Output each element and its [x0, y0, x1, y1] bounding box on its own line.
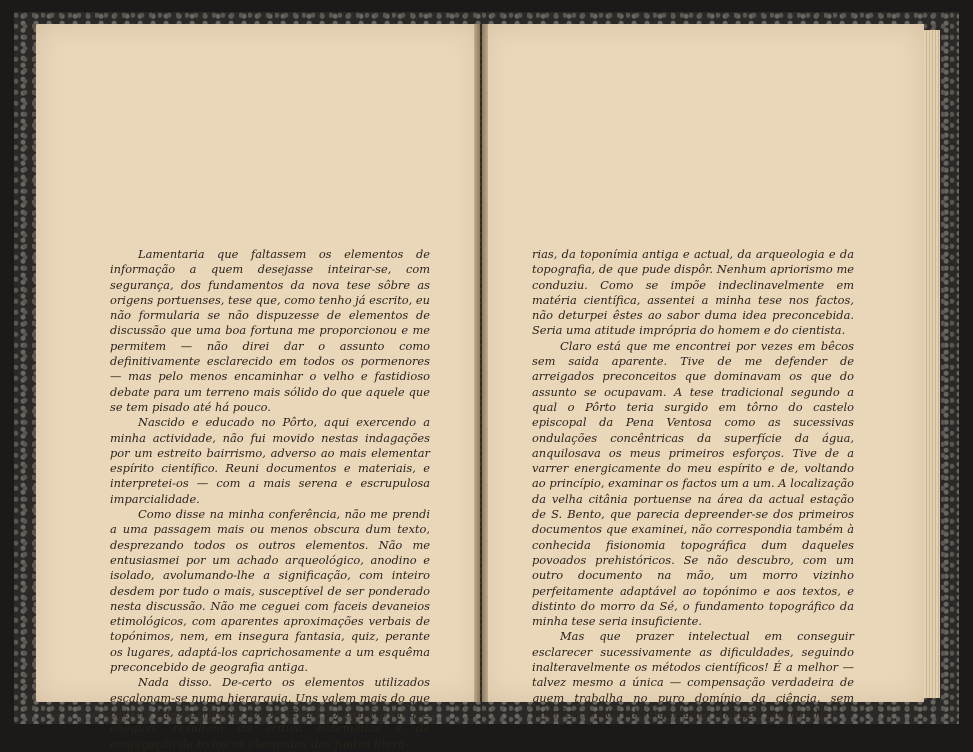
left-paragraph-1: Lamentaria que faltassem os elementos de informação a quem desejasse inteirar-se, com segurança, dos fundamentos da nova tese sôbre as origens portuenses, tese que, como tenho já escrito, eu não formularia se não dispuzesse de elementos de discussão que uma boa fortuna me proporcionou e me permitem — não direi dar o assunto como definitivamente esclarecido em todos os pormenores — mas pelo menos encaminhar o velho e fastidioso debate para um terreno mais sólido do que aquele que se tem pisado até há pouco. — [110, 247, 430, 414]
right-paragraph-1: rias, da toponímia antiga e actual, da arqueologia e da topografia, de que pude dispôr. Nenhum apriorismo me conduziu. Como se impõe indeclinavelmente em matéria científica, assentei a minha tese nos factos, não deturpei êstes ao sabor duma idea preconcebida. Seria uma atitude imprópria do homem e do cientista. — [532, 247, 854, 338]
left-paragraph-4: Nada disso. De-certo os elementos utilizados escalonam-se numa hierarquia. Uns valem mais do que outros. Mas ponderei todos. E as conclusões a que cheguei, resultam da crítica sistemática e da conjugação de todos os elementos das fontes literá- — [110, 675, 430, 751]
right-paragraph-2: Claro está que me encontrei por vezes em bêcos sem saida aparente. Tive de me defender de arreigados preconceitos que dominavam os que do assunto se ocupavam. A tese tradicional segundo a qual o Pôrto teria surgido em tôrno do castelo episcopal da Pena Ventosa como as sucessivas ondulações concêntricas da superfície da água, anquilosava os meus primeiros esforços. Tive de a varrer energicamente do meu espírito e de, voltando ao princípio, examinar os factos um a um. A localização da velha citânia portuense na área da actual estação de S. Bento, que parecia depreender-se dos primeiros documentos que examinei, não correspondia também à conhecida fisionomia topográfica dum daqueles povoados prehistóricos. Se não descubro, com um outro documento na mão, um morro vizinho perfeitamente adaptável ao topónimo e aos textos, e distinto do morro da Sé, o fundamento topográfico da minha tese seria insuficiente. — [532, 338, 854, 629]
book-gutter — [474, 24, 488, 702]
left-paragraph-3: Como disse na minha conferência, não me prendi a uma passagem mais ou menos obscura dum texto, desprezando todos os outros elementos. Não me entusiasmei por um achado arqueológico, anodino e isolado, avolumando-lhe a significação, com inteiro desdem por tudo o mais, susceptível de ser ponderado nesta discussão. Não me ceguei com faceis devaneios etimológicos, com aparentes aproximações verbais de topónimos, nem, em insegura fantasia, quiz, perante os lugares, adaptá-los caprichosamente a um esquêma preconcebido de geografia antiga. — [110, 507, 430, 675]
right-page-text — [532, 247, 854, 721]
page-edges — [924, 30, 940, 698]
right-paragraph-3: Mas que prazer intelectual em conseguir esclarecer sucessivamente as dificuldades, seguindo inalteravelmente os métodos científicos! É a melhor — talvez mesmo a única — compensação verdadeira de quem trabalha no puro domínio da ciência, sem interêsse material ou qualquer ambição mesquinha. — [532, 629, 854, 720]
left-page-text — [110, 247, 430, 752]
left-paragraph-2: Nascido e educado no Pôrto, aqui exercendo a minha actividade, não fui movido nestas indagações por um estreito bairrismo, adverso ao mais elementar espírito científico. Reuni documentos e materiais, e interpretei-os — com a mais serena e escrupulosa imparcialidade. — [110, 415, 430, 506]
